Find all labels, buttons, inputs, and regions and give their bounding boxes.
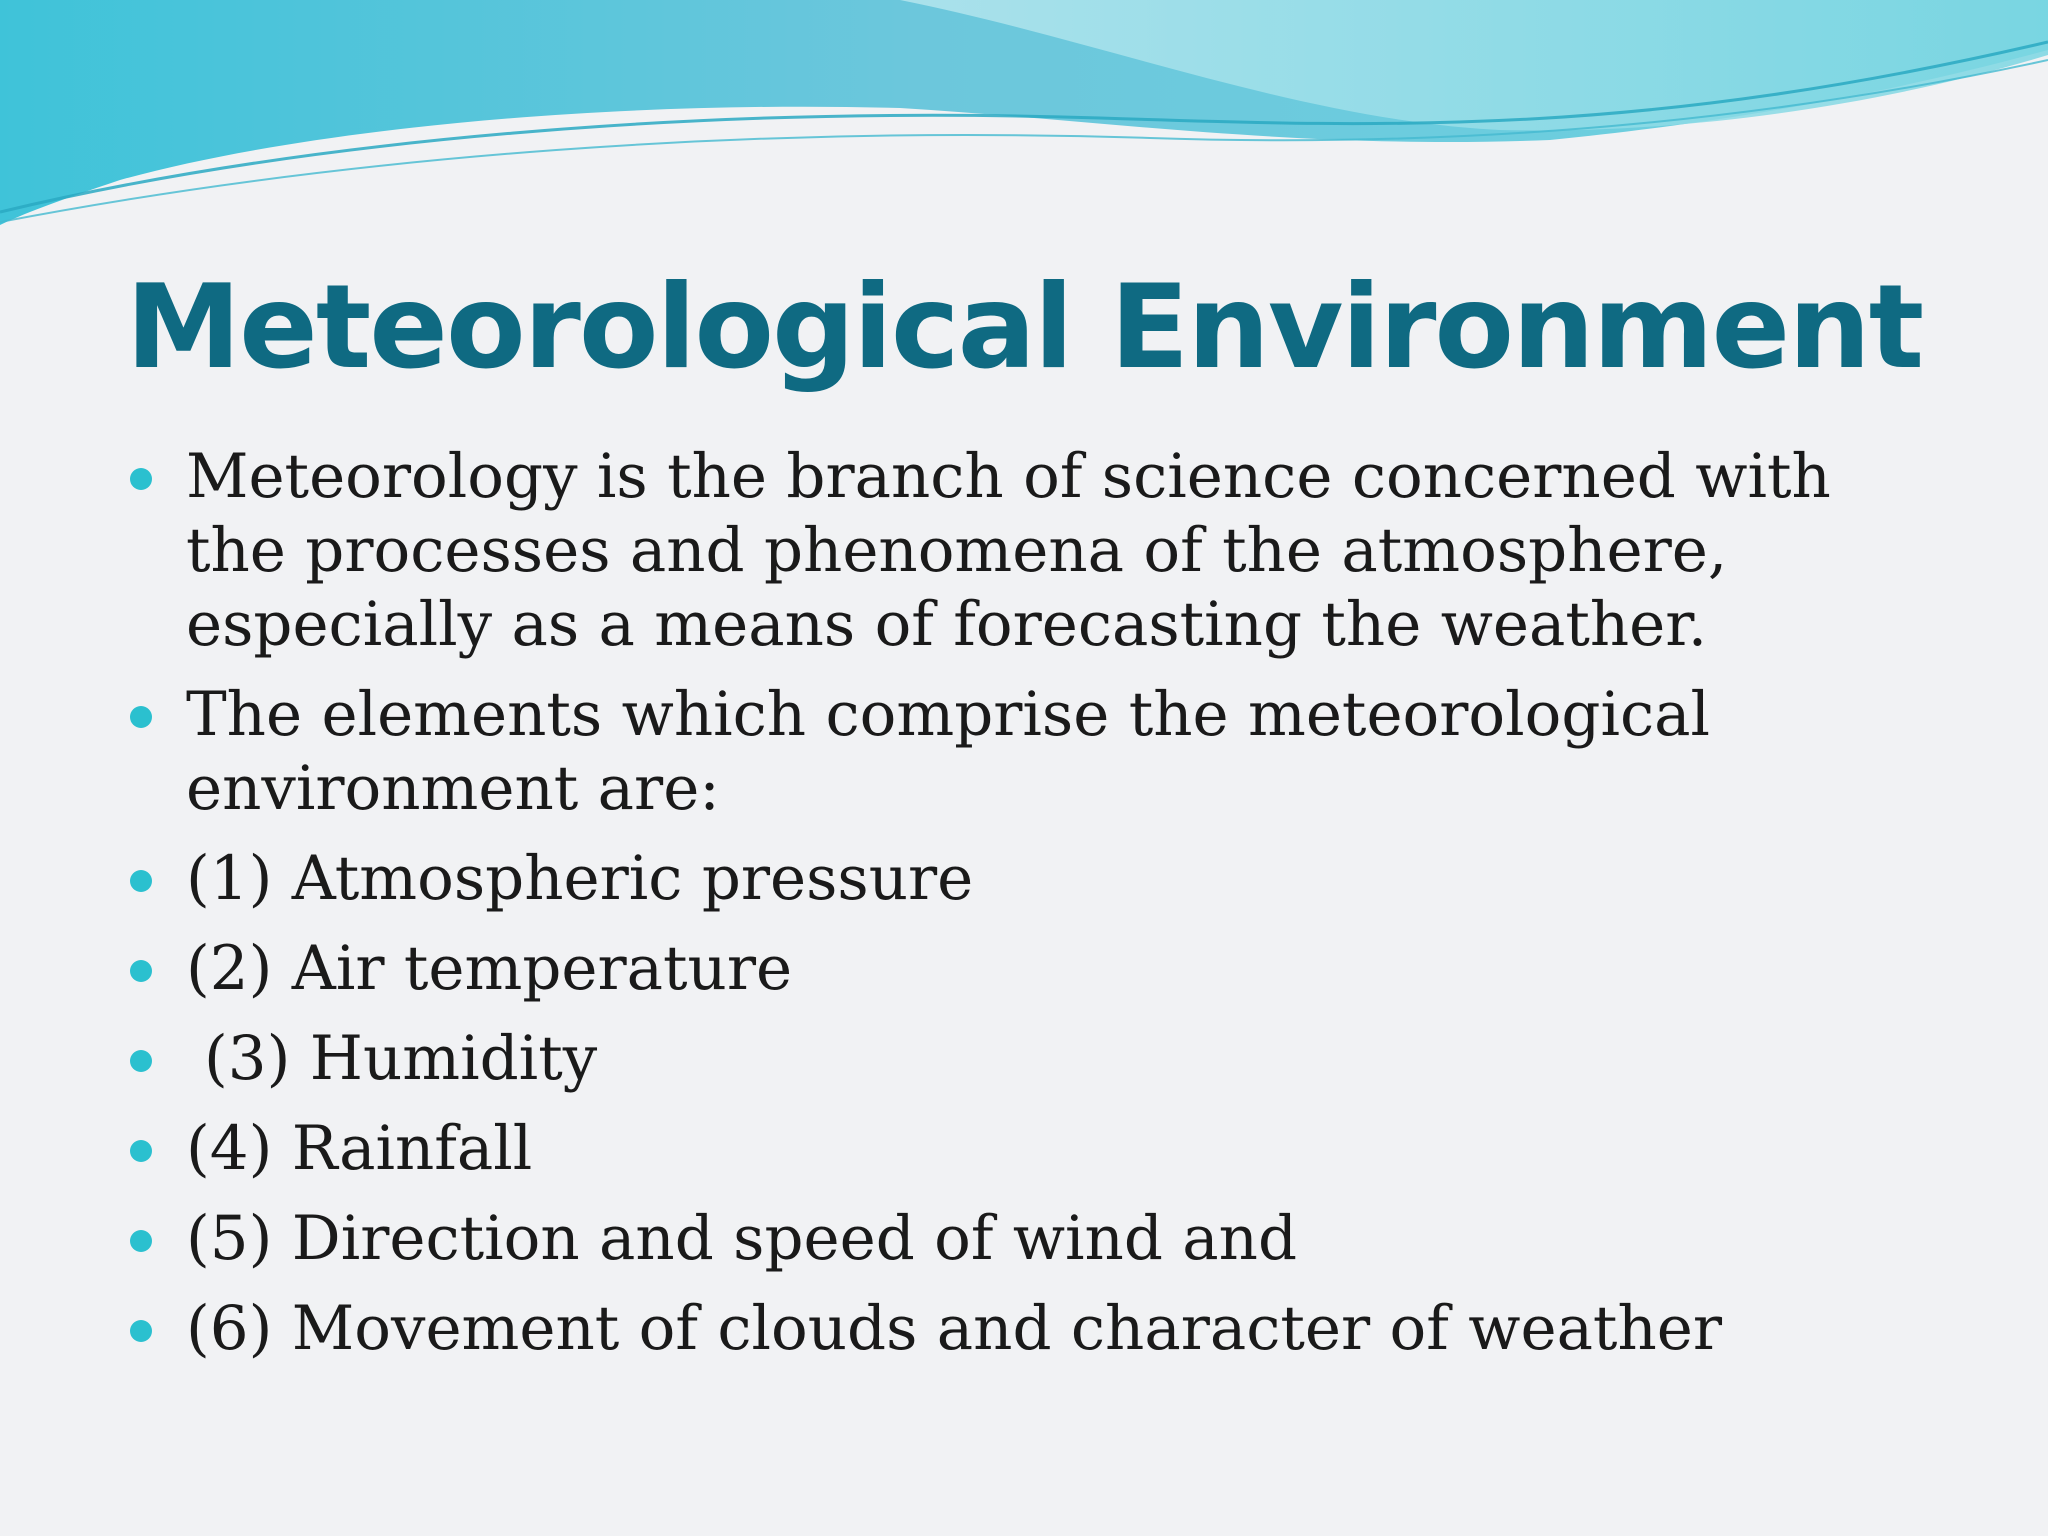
bullet-item-elements-intro xyxy=(126,678,1926,826)
bullet-dot-icon xyxy=(130,706,152,728)
bullet-dot-icon xyxy=(130,468,152,490)
bullet-dot-icon xyxy=(130,960,152,982)
bullet-text: (3) Humidity xyxy=(204,1023,598,1094)
bullet-text: Meteorology is the branch of science concerned with the processes and phenomena of the atmosphere, especially as a means of forecasting the weather. xyxy=(186,441,1831,660)
slide-title: Meteorological Environment xyxy=(125,260,1923,395)
bullet-item-air-temperature xyxy=(126,932,1926,1006)
bullet-dot-icon xyxy=(130,870,152,892)
bullet-item-definition xyxy=(126,440,1926,662)
bullet-item-wind xyxy=(126,1202,1926,1276)
bullet-text: (5) Direction and speed of wind and xyxy=(186,1203,1297,1274)
bullet-dot-icon xyxy=(130,1320,152,1342)
bullet-text: (1) Atmospheric pressure xyxy=(186,843,974,914)
bullet-item-clouds-weather xyxy=(126,1292,1926,1366)
bullet-text: (2) Air temperature xyxy=(186,933,793,1004)
bullet-item-atmospheric-pressure xyxy=(126,842,1926,916)
bullet-text: The elements which comprise the meteorological environment are: xyxy=(186,679,1710,824)
bullet-item-humidity xyxy=(126,1022,1926,1096)
wave-header-decoration xyxy=(0,0,2048,260)
bullet-dot-icon xyxy=(130,1230,152,1252)
bullet-text: (6) Movement of clouds and character of weather xyxy=(186,1293,1722,1364)
bullet-dot-icon xyxy=(130,1140,152,1162)
bullet-dot-icon xyxy=(130,1050,152,1072)
bullet-item-rainfall xyxy=(126,1112,1926,1186)
bullet-list xyxy=(126,440,1926,1382)
bullet-text: (4) Rainfall xyxy=(186,1113,533,1184)
